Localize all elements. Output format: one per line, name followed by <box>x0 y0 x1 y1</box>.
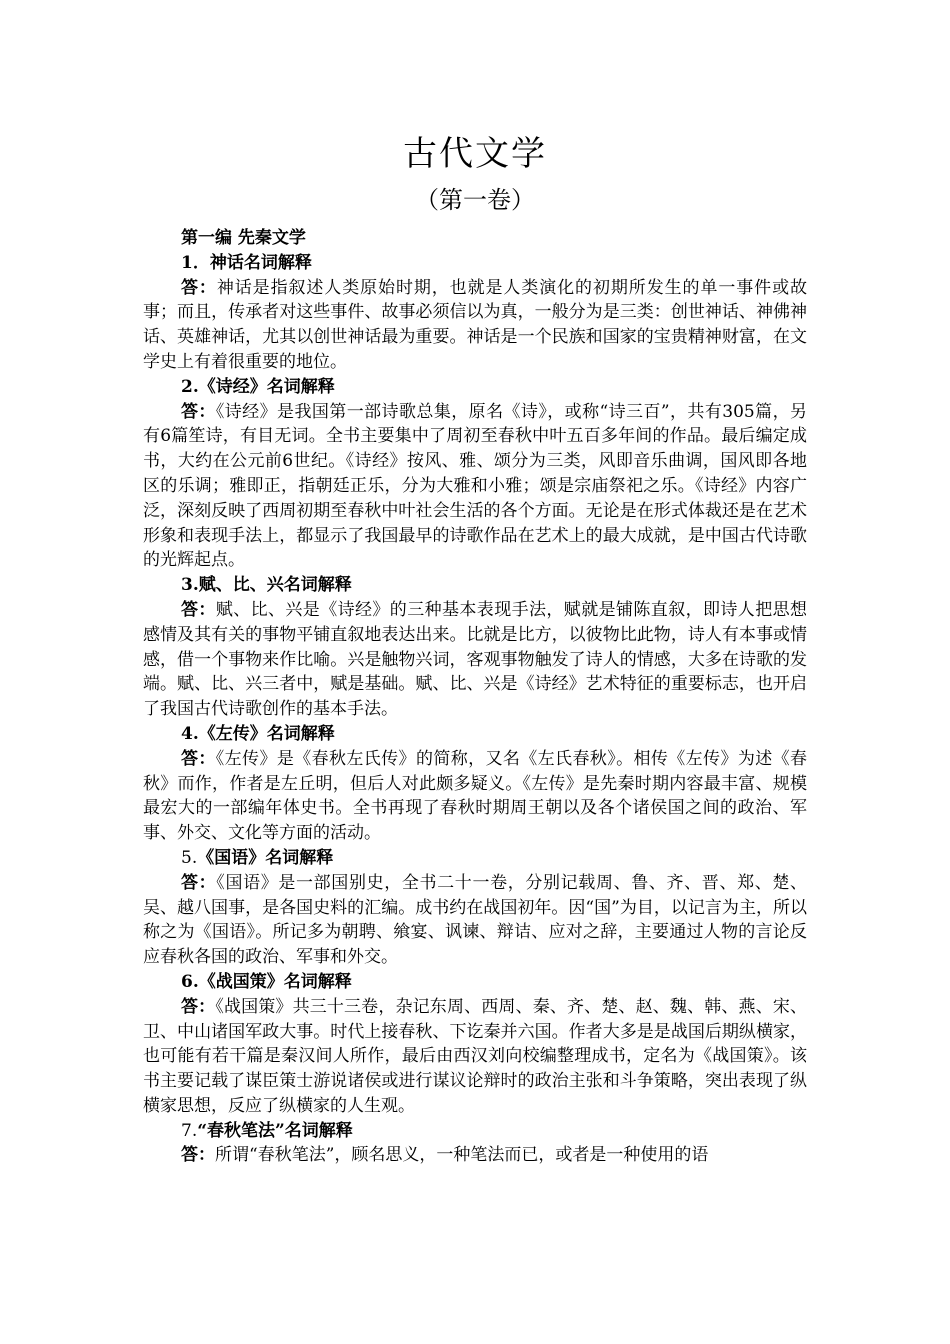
section-heading: 4.《左传》名词解释 <box>181 723 335 744</box>
answer-text: 《国语》是一部国别史，全书二十一卷，分别记载周、鲁、齐、晋、郑、楚、吴、越八国事，是各国史料的汇编。成书约在战国初年。因“国”为目，以记言为主，所以称之为《国语》。所记多为朝聘、飨宴、讽谏、辩诘、应对之辞，主要通过人物的言论反应春秋各国的政治、军事和外交。 <box>143 872 808 968</box>
section-heading: 6.《战国策》名词解释 <box>181 971 352 992</box>
section-heading-text: “春秋笔法”名词解释 <box>197 1120 353 1141</box>
document-title: 古代文学 <box>403 134 547 174</box>
section-number: 7. <box>181 1120 198 1141</box>
answer-text: 《战国策》共三十三卷，杂记东周、西周、秦、齐、楚、赵、魏、韩、燕、宋、卫、中山诸国军政大事。时代上接春秋、下讫秦并六国。作者大多是是战国后期纵横家，也可能有若干篇是秦汉间人所作，最后由西汉刘向校编整理成书，定名为《战国策》。该书主要记载了谋臣策士游说诸侯或进行谋议论辩时的政治主张和斗争策略，突出表现了纵横家思想，反应了纵横家的人生观。 <box>143 996 808 1116</box>
document-body <box>143 226 807 1168</box>
document-subtitle: （第一卷） <box>415 186 535 214</box>
section-number: 5. <box>181 847 198 868</box>
section-heading: 3.赋、比、兴名词解释 <box>181 575 352 596</box>
answer-text: 赋、比、兴是《诗经》的三种基本表现手法，赋就是铺陈直叙，即诗人把思想感情及其有关的事物平铺直叙地表达出来。比就是比方，以彼物比此物，诗人有本事或情感，借一个事物来作比喻。兴是触物兴词，客观事物触发了诗人的情感，大多在诗歌的发端。赋、比、兴三者中，赋是基础。赋、比、兴是《诗经》艺术特征的重要标志，也开启了我国古代诗歌创作的基本手法。 <box>143 599 808 720</box>
answer-label: 答： <box>181 277 217 298</box>
answer-label: 答： <box>181 599 216 620</box>
section-answer <box>143 995 807 1119</box>
answer-label: 答： <box>181 872 217 893</box>
section-heading-text: 《国语》名词解释 <box>197 847 334 868</box>
section-answer <box>143 747 807 846</box>
answer-label: 答： <box>181 996 216 1017</box>
part-heading: 第一编 先秦文学 <box>181 228 306 248</box>
answer-label: 答： <box>181 1145 215 1166</box>
section-answer <box>143 400 807 574</box>
answer-text: 神话是指叙述人类原始时期，也就是人类演化的初期所发生的单一事件或故事；而且，传承者对这些事件、故事必须信以为真，一般分为是三类：创世神话、神佛神话、英雄神话，尤其以创世神话最为重要。神话是一个民族和国家的宝贵精神财富，在文学史上有着很重要的地位。 <box>143 277 808 372</box>
section-answer <box>143 598 807 722</box>
answer-text: 《左传》是《春秋左氏传》的简称，又名《左氏春秋》。相传《左传》为述《春秋》而作，作者是左丘明，但后人对此颇多疑义。《左传》是先秦时期内容最丰富、规模最宏大的一部编年体史书。全书再现了春秋时期周王朝以及各个诸侯国之间的政治、军事、外交、文化等方面的活动。 <box>143 748 808 844</box>
section-heading <box>143 846 807 871</box>
answer-text: 《诗经》是我国第一部诗歌总集，原名《诗》，或称“诗三百”，共有305篇，另有6篇笙诗，有目无词。全书主要集中了周初至春秋中叶五百多年间的作品。最后编定成书，大约在公元前6世纪。《诗经》按风、雅、颂分为三类，风即音乐曲调，国风即各地区的乐调；雅即正，指朝廷正乐，分为大雅和小雅；颂是宗庙祭祀之乐。《诗经》内容广泛，深刻反映了西周初期至春秋中叶社会生活的各个方面。无论是在形式体裁还是在艺术形象和表现手法上，都显示了我国最早的诗歌作品在艺术上的最大成就，是中国古代诗歌的光辉起点。 <box>143 401 807 571</box>
section-heading: 1．神话名词解释 <box>181 252 312 273</box>
answer-label: 答： <box>181 748 216 769</box>
section-heading <box>143 1119 807 1144</box>
answer-label: 答： <box>181 401 216 422</box>
section-answer <box>143 1143 807 1168</box>
answer-text: 所谓“春秋笔法”，顾名思义，一种笔法而已，或者是一种使用的语 <box>215 1145 709 1166</box>
section-answer <box>143 276 807 375</box>
section-heading: 2.《诗经》名词解释 <box>181 376 335 397</box>
section-answer <box>143 871 807 970</box>
